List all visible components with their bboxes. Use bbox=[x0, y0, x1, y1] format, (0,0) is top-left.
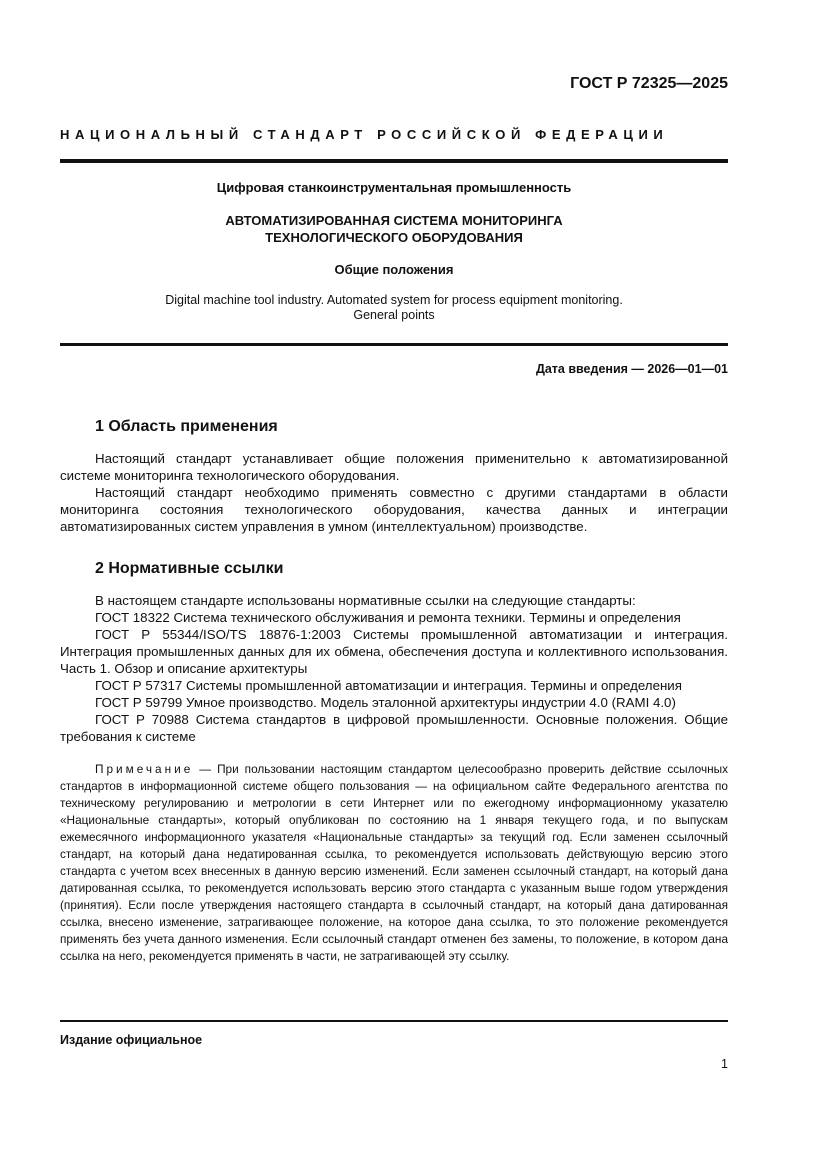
industry-line: Цифровая станкоинструментальная промышленность bbox=[216, 180, 572, 195]
note-paragraph bbox=[60, 761, 728, 965]
national-standard-banner: НАЦИОНАЛЬНЫЙ СТАНДАРТ РОССИЙСКОЙ ФЕДЕРАЦИИ bbox=[60, 127, 669, 142]
reference-item: ГОСТ Р 59799 Умное производство. Модель эталонной архитектуры индустрии 4.0 (RAMI 4.0) bbox=[95, 695, 676, 710]
english-title bbox=[60, 293, 728, 323]
document-subtitle: Общие положения bbox=[334, 262, 454, 277]
reference-item: ГОСТ Р 70988 Система стандартов в цифровой промышленности. Основные положения. Общие требования к системе bbox=[60, 712, 728, 744]
page-number: 1 bbox=[721, 1057, 728, 1071]
english-title-line-1: Digital machine tool industry. Automated system for process equipment monitoring. bbox=[165, 293, 623, 307]
title-line-2: ТЕХНОЛОГИЧЕСКОГО ОБОРУДОВАНИЯ bbox=[265, 230, 523, 245]
references-intro: В настоящем стандарте использованы нормативные ссылки на следующие стандарты: bbox=[95, 593, 636, 608]
english-title-line-2: General points bbox=[353, 308, 435, 322]
introduction-date: Дата введения — 2026—01—01 bbox=[535, 362, 728, 376]
document-title bbox=[60, 212, 728, 246]
note-label: Примечание bbox=[95, 762, 194, 776]
section-1-heading: 1 Область применения bbox=[95, 418, 278, 435]
title-divider bbox=[60, 343, 728, 346]
note-text: — При пользовании настоящим стандартом целесообразно проверить действие ссылочных стандартов в информационной системе общего пользования — на официальном сайте Федерального агентства по техническому регулированию и метрологии в сети Интернет или по ежегодному информационному указателю «Национальные стандарты», который опубликован по состоянию на 1 января текущего года, и по выпускам ежемесячного информационного указателя «Национальные стандарты» за текущий год. Если заменен ссылочный стандарт, на который дана недатированная ссылка, то рекомендуется использовать действующую версию этого стандарта с учетом всех внесенных в данную версию изменений. Если заменен ссылочный стандарт, на который дана датированная ссылка, то рекомендуется использовать версию этого стандарта с указанным выше годом утверждения (принятия). Если после утверждения настоящего стандарта в ссылочный стандарт, на который дана датированная ссылка, внесено изменение, затрагивающее положение, на которое дана ссылка, то это положение рекомендуется применять без учета данного изменения. Если ссылочный стандарт отменен без замены, то положение, в котором дана ссылка на него, рекомендуется применять в части, не затрагивающей эту ссылку. bbox=[60, 762, 728, 963]
section-2-body bbox=[60, 592, 728, 745]
document-number: ГОСТ Р 72325—2025 bbox=[570, 75, 728, 92]
footer-divider bbox=[60, 1020, 728, 1022]
title-line-1: АВТОМАТИЗИРОВАННАЯ СИСТЕМА МОНИТОРИНГА bbox=[225, 213, 563, 228]
section-1-paragraph-1: Настоящий стандарт устанавливает общие положения применительно к автоматизированной системе мониторинга технологического оборудования. bbox=[60, 451, 728, 483]
reference-item: ГОСТ 18322 Система технического обслуживания и ремонта техники. Термины и определения bbox=[95, 610, 681, 625]
reference-item: ГОСТ Р 55344/ISO/TS 18876-1:2003 Системы промышленной автоматизации и интеграция. Интеграция промышленных данных для их обмена, обеспечения доступа и коллективного использования. Часть 1. Обзор и описание архитектуры bbox=[60, 627, 728, 676]
section-1-paragraph-2: Настоящий стандарт необходимо применять совместно с другими стандартами в области мониторинга состояния технологического оборудования, качества данных и интеграции автоматизированных систем управления в умном (интеллектуальном) производстве. bbox=[60, 485, 728, 534]
official-edition-label: Издание официальное bbox=[60, 1033, 203, 1047]
top-divider bbox=[60, 159, 728, 163]
section-2-heading: 2 Нормативные ссылки bbox=[95, 560, 284, 577]
section-1-body bbox=[60, 450, 728, 535]
reference-item: ГОСТ Р 57317 Системы промышленной автоматизации и интеграция. Термины и определения bbox=[95, 678, 682, 693]
